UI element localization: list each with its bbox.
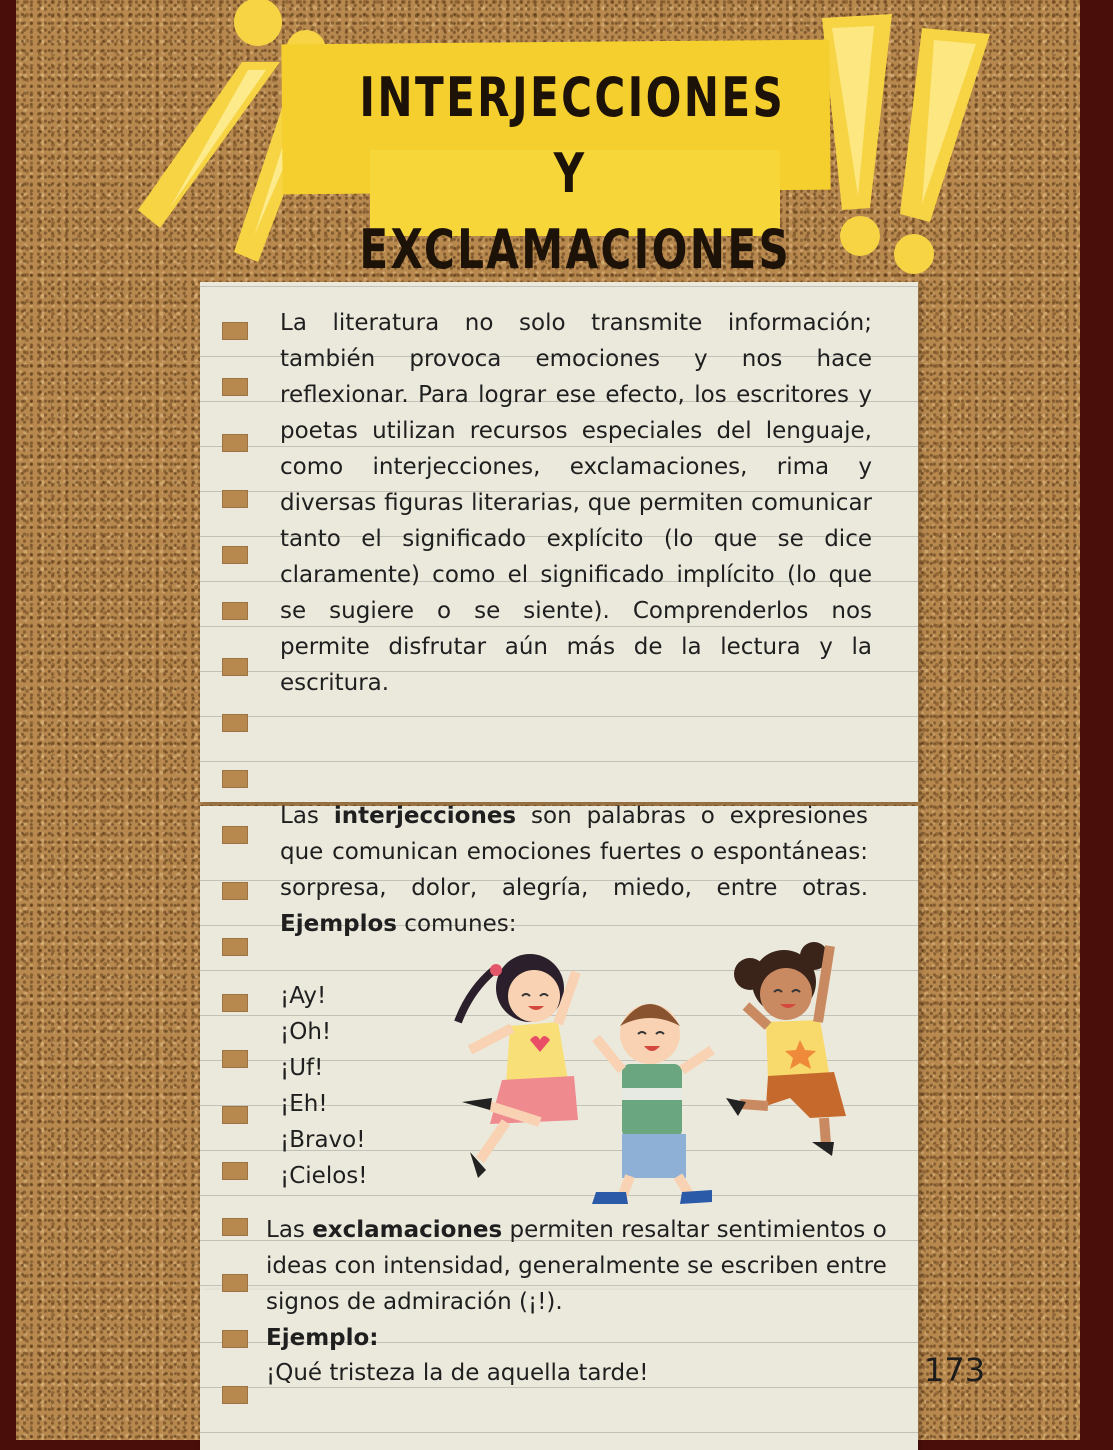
page-title	[359, 60, 792, 288]
intro-paragraph: La literatura no solo transmite información; también provoca emociones y nos hace reflexionar. Para lograr ese efecto, los escritores y poetas utilizan recursos especiales del lenguaje, como interjecciones, exclamaciones, rima y diversas figuras literarias, que permiten comunicar tanto el significado explícito (lo que se dice claramente) como el significado implícito (lo que se sugiere o se siente). Comprenderlos nos permite disfrutar aún más de la lectura y la escritura.	[280, 310, 872, 696]
example-label: Ejemplo:	[266, 1325, 379, 1351]
exclamaciones-term: exclamaciones	[312, 1217, 503, 1243]
boy-middle-figure	[592, 1004, 712, 1204]
exclamaciones-paragraph: Las exclamaciones permiten resaltar sentimientos o ideas con intensidad, generalmente se escriben entre signos de admiración (¡!).	[266, 1217, 887, 1315]
page-number: 173	[924, 1351, 986, 1389]
ejemplos-word: Ejemplos	[280, 911, 397, 937]
girl-left-figure	[458, 954, 578, 1178]
example-item: ¡Ay!	[280, 983, 327, 1009]
example-item: ¡Oh!	[280, 1019, 332, 1045]
exclamation-decoration	[812, 8, 1012, 278]
example-item: ¡Uf!	[280, 1055, 324, 1081]
example-sentence: ¡Qué tristeza la de aquella tarde!	[266, 1360, 649, 1386]
example-item: ¡Eh!	[280, 1091, 328, 1117]
interjecciones-term: interjecciones	[333, 803, 517, 829]
example-item: ¡Bravo!	[280, 1127, 366, 1153]
example-item: ¡Cielos!	[280, 1163, 368, 1189]
jumping-children-illustration	[450, 930, 870, 1210]
interjecciones-paragraph: Las interjecciones son palabras o expresiones que comunican emociones fuertes o espontáneas: sorpresa, dolor, alegría, miedo, entre otras. Ejemplos comunes:	[280, 803, 868, 937]
spiral-holes	[222, 300, 248, 1430]
title-line-1: INTERJECCIONES Y	[359, 66, 786, 205]
girl-right-figure	[726, 942, 846, 1156]
title-line-2: EXCLAMACIONES	[359, 218, 792, 281]
